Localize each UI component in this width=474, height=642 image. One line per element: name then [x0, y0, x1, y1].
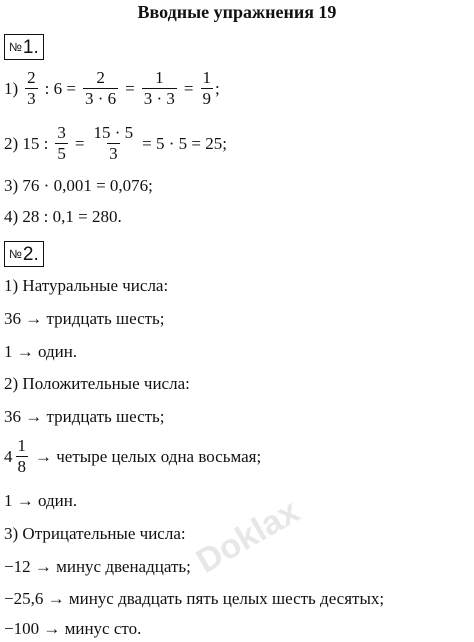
numerator: 2	[27, 68, 36, 87]
ex2-positive-item-1: 36 → тридцать шесть;	[4, 407, 165, 426]
numerator: 15 · 5	[93, 123, 134, 142]
ex1-line-1-label: 1)	[4, 78, 19, 98]
denominator: 9	[202, 89, 212, 108]
ex2-natural-heading: 1) Натуральные числа:	[4, 276, 169, 295]
fraction	[83, 68, 118, 109]
fraction	[201, 68, 214, 109]
denominator: 3	[109, 144, 118, 163]
ex2-natural-item-2: 1 → один.	[4, 342, 78, 361]
ex2-positive-item-2	[4, 436, 261, 477]
ex1-line-4: 4) 28 : 0,1 = 280.	[4, 207, 122, 226]
fraction	[25, 68, 38, 109]
denominator: 8	[17, 457, 26, 476]
numerator: 1	[17, 436, 26, 455]
numerator: 1	[155, 68, 164, 87]
mixed-integer: 4	[4, 446, 13, 466]
page-title: Вводные упражнения 19	[137, 2, 337, 22]
watermark: Doklax	[190, 492, 306, 581]
mixed-number-text: → четыре целых одна восьмая;	[35, 446, 262, 466]
denominator: 3	[27, 89, 36, 108]
equals-sign: =	[74, 133, 85, 153]
fraction	[16, 436, 29, 477]
ex1-line-2-label: 2) 15 :	[4, 133, 49, 153]
equals-sign: =	[183, 78, 194, 98]
exercise-2-badge	[4, 241, 44, 267]
fraction	[55, 123, 68, 164]
number-sign: №	[9, 40, 22, 54]
ex2-negative-item-1: −12 → минус двенадцать;	[4, 557, 191, 576]
numerator: 1	[202, 68, 212, 87]
fraction	[142, 68, 177, 109]
denominator: 3 · 6	[84, 89, 117, 108]
ex2-positive-item-3: 1 → один.	[4, 491, 78, 510]
denominator: 5	[57, 144, 66, 163]
ex1-line-2	[4, 123, 227, 164]
exercise-2-number: 2.	[22, 244, 39, 265]
ex1-line-1	[4, 68, 220, 109]
ex1-line-2-rest: = 5 · 5 = 25;	[142, 133, 227, 153]
semicolon: ;	[215, 78, 220, 98]
numerator: 3	[57, 123, 66, 142]
exercise-1-badge	[4, 34, 44, 60]
exercise-1-number: 1.	[22, 37, 39, 58]
ex1-line-3: 3) 76 · 0,001 = 0,076;	[4, 176, 153, 195]
ex2-positive-heading: 2) Положительные числа:	[4, 374, 190, 393]
ex2-natural-item-1: 36 → тридцать шесть;	[4, 309, 165, 328]
ex2-negative-item-3: −100 → минус сто.	[4, 619, 142, 638]
equals-sign: =	[125, 78, 135, 98]
number-sign: №	[9, 247, 22, 261]
operator-text: : 6 =	[44, 78, 76, 98]
denominator: 3 · 3	[143, 89, 175, 108]
fraction	[91, 123, 135, 164]
ex2-negative-heading: 3) Отрицательные числа:	[4, 524, 186, 543]
ex2-negative-item-2: −25,6 → минус двадцать пять целых шесть десятых;	[4, 589, 385, 608]
numerator: 2	[96, 68, 105, 87]
